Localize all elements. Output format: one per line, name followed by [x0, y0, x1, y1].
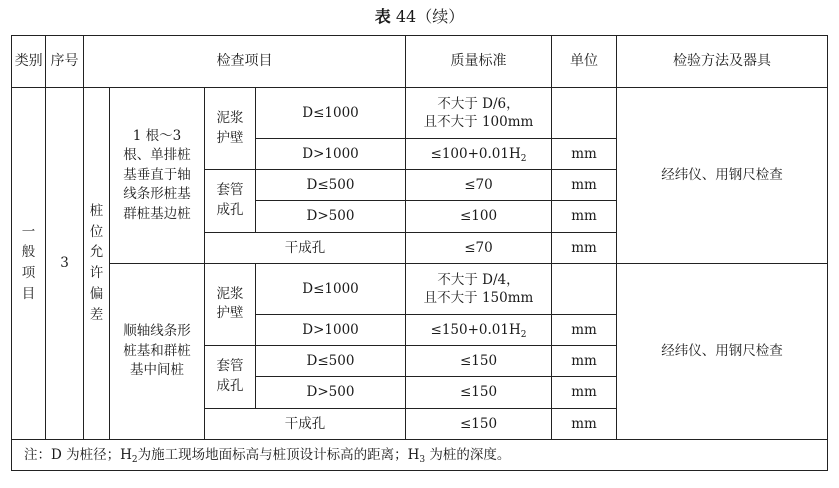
group-2-label: 顺轴线条形桩基和群桩基中间桩	[110, 263, 205, 439]
g1-wall-big-unit: mm	[552, 139, 617, 170]
g2-dry-std: ≤150	[406, 408, 552, 439]
header-no: 序号	[46, 36, 84, 88]
g2-wall-big-std: $\le 150+0.01H_2$	[406, 314, 552, 345]
group-2-sleeve-label: 套管成孔	[205, 346, 256, 408]
table-row	[12, 263, 828, 314]
header-unit: 单位	[552, 36, 617, 88]
item-cell: 桩位允许偏差	[84, 88, 110, 440]
g1-wall-big-cond: D>1000	[256, 139, 406, 170]
inspection-table	[11, 35, 828, 471]
g2-sleeve-big-std: ≤150	[406, 377, 552, 408]
g1-sleeve-big-std: ≤100	[406, 201, 552, 232]
header-method: 检验方法及器具	[617, 36, 828, 88]
g1-wall-big-std: $\le 100+0.01H_2$	[406, 139, 552, 170]
header-standard: 质量标准	[406, 36, 552, 88]
group-1-method: 经纬仪、用钢尺检查	[617, 88, 828, 264]
group-1-dry-label: 干成孔	[205, 232, 406, 263]
g2-wall-small-std: 不大于 D/4， 且不大于 150mm	[406, 263, 552, 314]
g1-wall-small-std: 不大于 D/6， 且不大于 100mm	[406, 88, 552, 139]
table-caption	[0, 2, 839, 32]
g2-wall-big-cond: D>1000	[256, 314, 406, 345]
header-category: 类别	[12, 36, 46, 88]
g1-wall-small-cond: D≤1000	[256, 88, 406, 139]
g2-sleeve-small-unit: mm	[552, 346, 617, 377]
group-1-label: 1 根～3 根、单排桩基垂直于轴线条形桩基群桩基边桩	[110, 88, 205, 264]
g2-sleeve-small-std: ≤150	[406, 346, 552, 377]
group-2-wall-label: 泥浆护壁	[205, 263, 256, 345]
category-cell: 一般项目	[12, 88, 46, 440]
g1-wall-small-unit	[552, 88, 617, 139]
caption-text: 44（续）	[390, 7, 465, 26]
table-row	[12, 88, 828, 139]
group-1-wall-label: 泥浆护壁	[205, 88, 256, 170]
g2-wall-big-unit: mm	[552, 314, 617, 345]
g2-wall-small-unit	[552, 263, 617, 314]
g1-dry-unit: mm	[552, 232, 617, 263]
g2-dry-unit: mm	[552, 408, 617, 439]
header-item: 检查项目	[84, 36, 406, 88]
g2-wall-small-cond: D≤1000	[256, 263, 406, 314]
g1-sleeve-big-cond: D>500	[256, 201, 406, 232]
row-number-cell: 3	[46, 88, 84, 440]
header-row	[12, 36, 828, 88]
g1-sleeve-small-cond: D≤500	[256, 170, 406, 201]
g2-sleeve-big-unit: mm	[552, 377, 617, 408]
caption-bold: 表	[374, 7, 391, 26]
g2-sleeve-big-cond: D>500	[256, 377, 406, 408]
table-note: 注：D 为桩径；$H_2$为施工现场地面标高与桩顶设计标高的距离；$H_3$ 为桩的深度。	[12, 439, 828, 470]
g1-sleeve-big-unit: mm	[552, 201, 617, 232]
g1-dry-std: ≤70	[406, 232, 552, 263]
g2-sleeve-small-cond: D≤500	[256, 346, 406, 377]
note-row	[12, 439, 828, 470]
group-2-dry-label: 干成孔	[205, 408, 406, 439]
group-1-sleeve-label: 套管成孔	[205, 170, 256, 232]
group-2-method: 经纬仪、用钢尺检查	[617, 263, 828, 439]
g1-sleeve-small-std: ≤70	[406, 170, 552, 201]
g1-sleeve-small-unit: mm	[552, 170, 617, 201]
